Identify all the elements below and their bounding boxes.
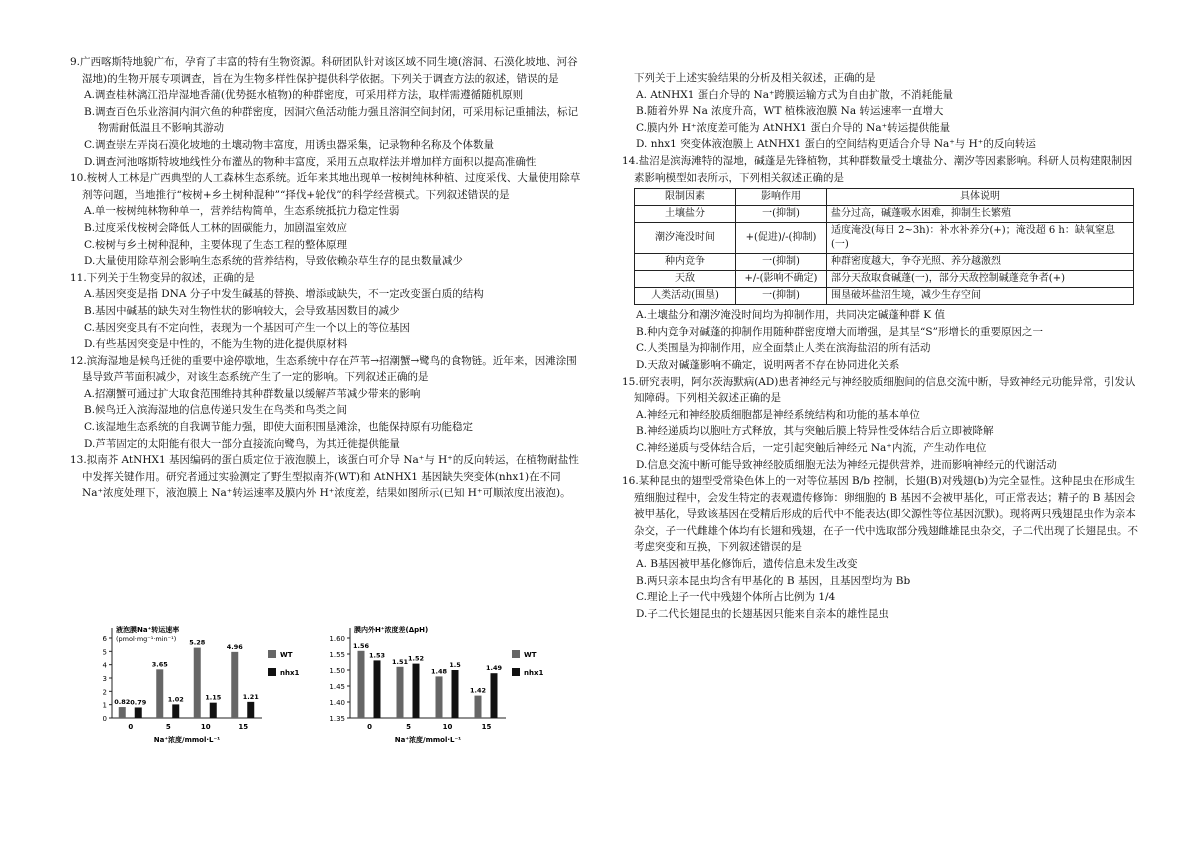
data-label: 3.65: [151, 660, 168, 669]
x-axis-label: Na⁺浓度/mmol·L⁻¹: [153, 736, 221, 744]
legend-swatch-wt: [512, 650, 520, 658]
question-continuation: 下列关于上述实验结果的分析及相关叙述，正确的是: [634, 72, 876, 84]
table-row: [635, 288, 1134, 305]
left-column: [70, 54, 582, 502]
option-b: B.种内竞争对碱蓬的抑制作用随种群密度增大而增强，是其呈“S”形增长的重要原因之一: [636, 325, 1043, 338]
na-transport-rate-chart: [90, 620, 320, 750]
x-tick-label: 15: [481, 723, 492, 731]
x-tick-label: 0: [367, 723, 372, 731]
table-cell: 盐分过高，碱蓬吸水困难，抑制生长繁殖: [827, 206, 1134, 223]
data-label: 1.52: [407, 654, 425, 663]
data-label: 0.79: [130, 698, 147, 707]
option-b: B.神经递质均以胞吐方式释放，其与突触后膜上特异性受体结合后立即被降解: [636, 425, 994, 438]
table-header-row: [635, 189, 1134, 206]
table-cell: +(促进)/-(抑制): [736, 223, 827, 254]
option-c: C.调查崇左弄岗石漠化坡地的土壤动物丰富度，用诱虫器采集，记录物种名称及个体数量: [84, 138, 494, 151]
data-label: 4.96: [226, 642, 243, 651]
data-label: 1.21: [242, 692, 259, 701]
x-tick-label: 5: [165, 723, 171, 731]
x-axis-label: Na⁺浓度/mmol·L⁻¹: [394, 736, 462, 744]
table-header: 影响作用: [736, 189, 827, 206]
legend-swatch-wt: [268, 650, 276, 658]
legend-label: nhx1: [524, 669, 544, 677]
chart-unit: (pmol·mg⁻¹·min⁻¹): [116, 635, 177, 643]
chart-title: 液泡膜Na⁺转运速率: [116, 626, 180, 634]
option-a: A.基因突变是指 DNA 分子中发生碱基的替换、增添或缺失，不一定改变蛋白质的结构: [84, 288, 484, 301]
bar-nhx1: [210, 703, 217, 718]
option-d: D. nhx1 突变体液泡膜上 AtNHX1 蛋白的空间结构更适合介导 Na⁺与 H⁺的反向转运: [636, 138, 1036, 151]
question-stem: 15.研究表明，阿尔茨海默病(AD)患者神经元与神经胶质细胞间的信息交流中断，导致神经元功能异常，引发认知障碍。下列相关叙述正确的是: [622, 375, 1136, 405]
table-cell: +/-(影响不确定): [736, 271, 827, 288]
bar-nhx1: [247, 702, 254, 718]
y-tick-label: 5: [102, 648, 107, 657]
question-stem: 9.广西喀斯特地貌广布，孕育了丰富的特有生物资源。科研团队针对该区域不同生境(溶洞、石漠化坡地、河谷湿地)的生物开展专项调查，旨在为生物多样性保护提供科学依据。下列关于调查方法的叙述，错误的是: [70, 56, 578, 85]
bar-nhx1: [452, 670, 459, 718]
table-cell: 适度淹没(每日 2~3h)：补水补养分(+)；淹没超 6 h：缺氧窒息(一): [827, 223, 1134, 254]
option-a: A. AtNHX1 蛋白介导的 Na⁺跨膜运输方式为自由扩散，不消耗能量: [636, 88, 954, 101]
table-row: [635, 254, 1134, 271]
bar-nhx1: [491, 673, 498, 718]
option-d: D.调查河池喀斯特坡地线性分布灌丛的物种丰富度，采用五点取样法并增加样方面积以提高准确性: [84, 155, 537, 168]
data-label: 1.49: [485, 664, 503, 673]
bar-wt: [436, 676, 443, 718]
option-b: B.基因中碱基的缺失对生物性状的影响较大，会导致基因数目的减少: [84, 304, 400, 317]
bar-nhx1: [135, 707, 142, 718]
data-label: 0.82: [114, 698, 131, 707]
table-header: 限制因素: [635, 189, 736, 206]
question-9: [70, 54, 582, 170]
table-cell: 一(抑制): [736, 206, 827, 223]
x-tick-label: 10: [442, 723, 453, 731]
option-d: D.子二代长翅昆虫的长翅基因只能来自亲本的雄性昆虫: [636, 607, 889, 620]
table-cell: 一(抑制): [736, 288, 827, 305]
question-10: [70, 170, 582, 270]
y-tick-label: 2: [102, 688, 107, 697]
option-d: D.芦苇固定的太阳能有很大一部分直接流向鹭鸟，为其迁徙提供能量: [84, 437, 400, 450]
y-tick-label: 1: [102, 701, 107, 710]
bar-nhx1: [413, 664, 420, 718]
data-label: 1.56: [352, 641, 370, 650]
data-label: 1.02: [167, 695, 184, 704]
y-tick-label: 3: [102, 675, 107, 683]
y-tick-label: 1.45: [329, 683, 345, 691]
bar-wt: [358, 651, 365, 718]
option-a: A.招潮蟹可通过扩大取食范围维持其种群数量以缓解芦苇减少带来的影响: [84, 387, 421, 400]
bar-wt: [119, 707, 126, 718]
data-label: 1.48: [430, 667, 448, 676]
question-15: [622, 374, 1138, 474]
x-tick-label: 10: [200, 723, 211, 731]
option-a: A.调查桂林漓江沿岸湿地香蒲(优势挺水植物)的种群密度，可采用样方法，取样需遵循随机原则: [84, 89, 524, 102]
data-label: 5.28: [189, 638, 206, 647]
bar-nhx1: [172, 704, 179, 718]
y-tick-label: 1.40: [329, 699, 345, 707]
table-cell: 种群密度越大，争夺光照、养分越激烈: [827, 254, 1134, 271]
legend-label: nhx1: [280, 669, 300, 677]
table-cell: 土壤盐分: [635, 206, 736, 223]
table-cell: 人类活动(围垦): [635, 288, 736, 305]
option-a: A.单一桉树纯林物种单一，营养结构简单，生态系统抵抗力稳定性弱: [84, 205, 400, 218]
question-stem: 14.盐沼是滨海滩特的湿地，碱蓬是先锋植物，其种群数量受土壤盐分、潮汐等因素影响。科研人员构建限制因素影响模型如表所示，下列相关叙述正确的是: [622, 154, 1133, 184]
y-tick-label: 1.60: [329, 635, 345, 643]
question-14: [622, 153, 1138, 374]
option-b: B.调查百色乐业溶洞内洞穴鱼的种群密度，因洞穴鱼活动能力强且溶洞空间封闭，可采用标记重捕法，标记物需耐低温且不影响其游动: [84, 105, 579, 135]
bar-wt: [194, 648, 201, 718]
question-stem: 13.拟南芥 AtNHX1 基因编码的蛋白质定位于液泡膜上，该蛋白可介导 Na⁺与 H⁺的反向转运，在植物耐盐性中发挥关键作用。研究者通过实验测定了野生型拟南芥(WT)和 AtNHX1 基因缺失突变体(nhx1)在不同 Na⁺浓度处理下，液泡膜上 Na⁺转运速率及膜内外 H⁺浓度差，结果如图所示(已知 H⁺可顺浓度出液泡)。: [70, 454, 579, 500]
option-b: B.随着外界 Na 浓度升高，WT 植株液泡膜 Na 转运速率一直增大: [636, 105, 944, 118]
legend-swatch-nhx1: [512, 668, 520, 676]
h-gradient-chart: [322, 620, 562, 750]
limiting-factor-table: [634, 188, 1134, 305]
table-header: 具体说明: [827, 189, 1134, 206]
x-tick-label: 5: [406, 723, 411, 731]
chart-title: 膜内外H⁺浓度差(ΔpH): [354, 626, 429, 634]
x-tick-label: 0: [128, 723, 134, 731]
y-tick-label: 1.35: [329, 715, 345, 723]
right-column: [622, 70, 1138, 622]
question-11: [70, 270, 582, 353]
question-stem: 10.桉树人工林是广西典型的人工森林生态系统。近年来其地出现单一桉树纯林种植、过度采伐、大量使用除草剂等问题，当地推行“桉树+乡土树种混种”“择伐+轮伐”的科学经营模式。下列叙述错误的是: [70, 172, 581, 201]
option-d: D.信息交流中断可能导致神经胶质细胞无法为神经元提供营养，进而影响神经元的代谢活动: [636, 458, 1057, 471]
table-cell: 潮汐淹没时间: [635, 223, 736, 254]
x-tick-label: 15: [238, 723, 249, 731]
bar-wt: [475, 696, 482, 718]
y-tick-label: 4: [102, 661, 107, 670]
option-c: C.人类围垦为抑制作用，应全面禁止人类在滨海盐沼的所有活动: [636, 342, 931, 355]
data-label: 1.53: [368, 651, 386, 660]
bar-wt: [397, 667, 404, 718]
question-16: [622, 473, 1138, 622]
data-label: 1.5: [449, 661, 461, 669]
question-stem: 12.滨海湿地是候鸟迁徙的重要中途停歇地，生态系统中存在芦苇→招潮蟹→鹭鸟的食物链。近年来，因滩涂围垦导致芦苇面积减少，对该生态系统产生了一定的影响。下列叙述正确的是: [70, 354, 577, 384]
option-a: A.土壤盐分和潮汐淹没时间均为抑制作用，共同决定碱蓬种群 K 值: [636, 309, 945, 322]
table-row: [635, 271, 1134, 288]
legend-swatch-nhx1: [268, 668, 276, 676]
question-12: [70, 353, 582, 453]
option-b: B.两只亲本昆虫均含有甲基化的 B 基因，且基因型均为 Bb: [636, 574, 911, 587]
question-stem: 11.下列关于生物变异的叙述，正确的是: [70, 271, 255, 284]
table-row: [635, 223, 1134, 254]
bar-nhx1: [374, 660, 381, 718]
data-label: 1.15: [205, 693, 222, 702]
table-cell: 天敌: [635, 271, 736, 288]
table-row: [635, 206, 1134, 223]
y-tick-label: 0: [102, 715, 107, 723]
table-cell: 围垦破坏盐沼生境，减少生存空间: [827, 288, 1134, 305]
table-cell: 部分天敌取食碱蓬(一)，部分天敌控制碱蓬竞争者(+): [827, 271, 1134, 288]
option-c: C.基因突变具有不定向性，表现为一个基因可产生一个以上的等位基因: [84, 321, 410, 334]
option-c: C.该湿地生态系统的自我调节能力强，即使大面积围垦滩涂，也能保持原有功能稳定: [84, 421, 473, 434]
figure-charts: [90, 620, 570, 750]
option-c: C.桉树与乡土树种混种，主要体现了生态工程的整体原理: [84, 238, 347, 251]
question-13-continued: [622, 70, 1138, 153]
option-c: C.膜内外 H⁺浓度差可能为 AtNHX1 蛋白介导的 Na⁺转运提供能量: [636, 121, 951, 134]
table-cell: 种内竞争: [635, 254, 736, 271]
option-b: B.过度采伐桉树会降低人工林的固碳能力，加剧温室效应: [84, 221, 348, 234]
option-d: D.天敌对碱蓬影响不确定，说明两者不存在协同进化关系: [636, 358, 900, 371]
question-stem: 16.某种昆虫的翅型受常染色体上的一对等位基因 B/b 控制，长翅(B)对残翅(b)为完全显性。这种昆虫在形成生殖细胞过程中，会发生特定的表观遗传修饰：卵细胞的 B 基因不会被甲基化，可正常表达；精子的 B 基因会被甲基化，导致该基因在受精后形成的后代中不能表达(即父源性等位基因沉默)。现将两只残翅昆虫作为亲本杂交，子一代雌雄个体均有长翅和残翅，在子一代中选取部分残翅雌雄昆虫杂交，子二代出现了长翅昆虫。不考虑突变和互换，下列叙述错误的是: [622, 475, 1138, 554]
y-tick-label: 6: [102, 635, 107, 643]
data-label: 1.51: [391, 657, 409, 666]
option-a: A. B基因被甲基化修饰后，遗传信息未发生改变: [636, 558, 858, 571]
bar-wt: [231, 652, 238, 718]
option-d: D.大量使用除草剂会影响生态系统的营养结构，导致依赖杂草生存的昆虫数量减少: [84, 255, 463, 268]
y-tick-label: 1.55: [329, 651, 345, 659]
table-cell: 一(抑制): [736, 254, 827, 271]
option-c: C.理论上子一代中残翅个体所占比例为 1/4: [636, 591, 836, 604]
legend-label: WT: [280, 651, 293, 659]
option-a: A.神经元和神经胶质细胞都是神经系统结构和功能的基本单位: [636, 408, 920, 421]
legend-label: WT: [524, 651, 537, 659]
y-tick-label: 1.50: [329, 667, 345, 675]
option-c: C.神经递质与受体结合后，一定引起突触后神经元 Na⁺内流，产生动作电位: [636, 441, 987, 454]
data-label: 1.42: [469, 686, 487, 695]
bar-wt: [156, 669, 163, 718]
question-13: [70, 452, 582, 502]
option-d: D.有些基因突变是中性的，不能为生物的进化提供原材料: [84, 338, 348, 351]
option-b: B.候鸟迁入滨海湿地的信息传递只发生在鸟类和鸟类之间: [84, 404, 348, 417]
